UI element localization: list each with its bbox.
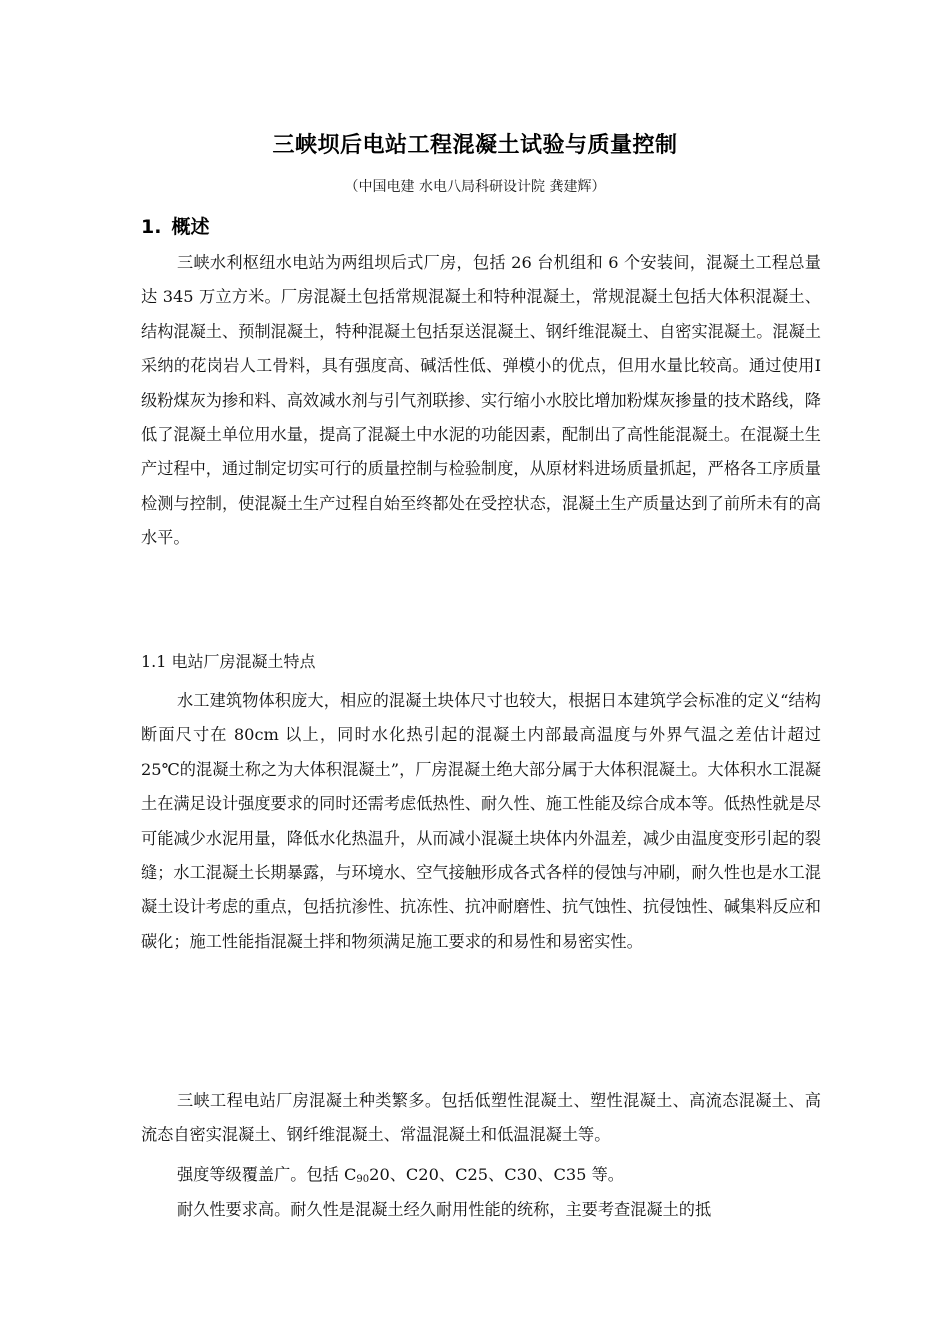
paragraph-text [141, 1158, 821, 1197]
section-heading [141, 212, 209, 239]
concrete-types-paragraph [141, 1084, 821, 1153]
document-title: 三峡坝后电站工程混凝土试验与质量控制 [272, 133, 678, 158]
section-number: 1. [141, 216, 162, 238]
overview-paragraph [141, 246, 821, 556]
paragraph-text: 三峡水利枢纽水电站为两组坝后式厂房，包括 26 台机组和 6 个安装间，混凝土工程总量达 345 万立方米。厂房混凝土包括常规混凝土和特种混凝土，常规混凝土包括大体积混凝土、结构混凝土、预制混凝土，特种混凝土包括泵送混凝土、钢纤维混凝土、自密实混凝土。混凝土采纳的花岗岩人工骨料，具有强度高、碱活性低、弹模小的优点，但用水量比较高。通过使用Ⅰ级粉煤灰为掺和料、高效减水剂与引气剂联掺、实行缩小水胶比增加粉煤灰掺量的技术路线，降低了混凝土单位用水量，提高了混凝土中水泥的功能因素，配制出了高性能混凝土。在混凝土生产过程中，通过制定切实可行的质量控制与检验制度，从原材料进场质量抓起，严格各工序质量检测与控制，使混凝土生产过程自始至终都处在受控状态，混凝土生产质量达到了前所未有的高水平。 [141, 253, 821, 548]
strength-grade-paragraph [141, 1158, 821, 1197]
strength-subscript: 90 [356, 1174, 370, 1185]
paragraph-text: 水工建筑物体积庞大，相应的混凝土块体尺寸也较大，根据日本建筑学会标准的定义“结构断面尺寸在 80cm 以上，同时水化热引起的混凝土内部最高温度与外界气温之差估计超过 25℃的混凝土称之为大体积混凝土”，厂房混凝土绝大部分属于大体积混凝土。大体积水工混凝土在满足设计强度要求的同时还需考虑低热性、耐久性、施工性能及综合成本等。低热性就是尽可能减少水泥用量，降低水化热温升，从而减小混凝土块体内外温差，减少由温度变形引起的裂缝；水工混凝土长期暴露，与环境水、空气接触形成各式各样的侵蚀与冲刷，耐久性也是水工混凝土设计考虑的重点，包括抗渗性、抗冻性、抗冲耐磨性、抗气蚀性、抗侵蚀性、碱集料反应和碳化；施工性能指混凝土拌和物须满足施工要求的和易性和易密实性。 [141, 691, 821, 951]
durability-paragraph [141, 1193, 821, 1227]
section-title: 概述 [171, 216, 210, 238]
strength-text-prefix: 强度等级覆盖广。包括 C [177, 1165, 357, 1184]
strength-text-suffix: 20、C20、C25、C30、C35 等。 [369, 1165, 624, 1184]
paragraph-text: 耐久性要求高。耐久性是混凝土经久耐用性能的统称，主要考查混凝土的抵 [177, 1200, 712, 1219]
author-byline: （中国电建 水电八局科研设计院 龚建辉） [344, 179, 606, 195]
mass-concrete-paragraph [141, 684, 821, 959]
paragraph-text: 三峡工程电站厂房混凝土种类繁多。包括低塑性混凝土、塑性混凝土、高流态混凝土、高流态自密实混凝土、钢纤维混凝土、常温混凝土和低温混凝土等。 [141, 1091, 821, 1145]
subsection-heading: 1.1 电站厂房混凝土特点 [141, 652, 316, 671]
